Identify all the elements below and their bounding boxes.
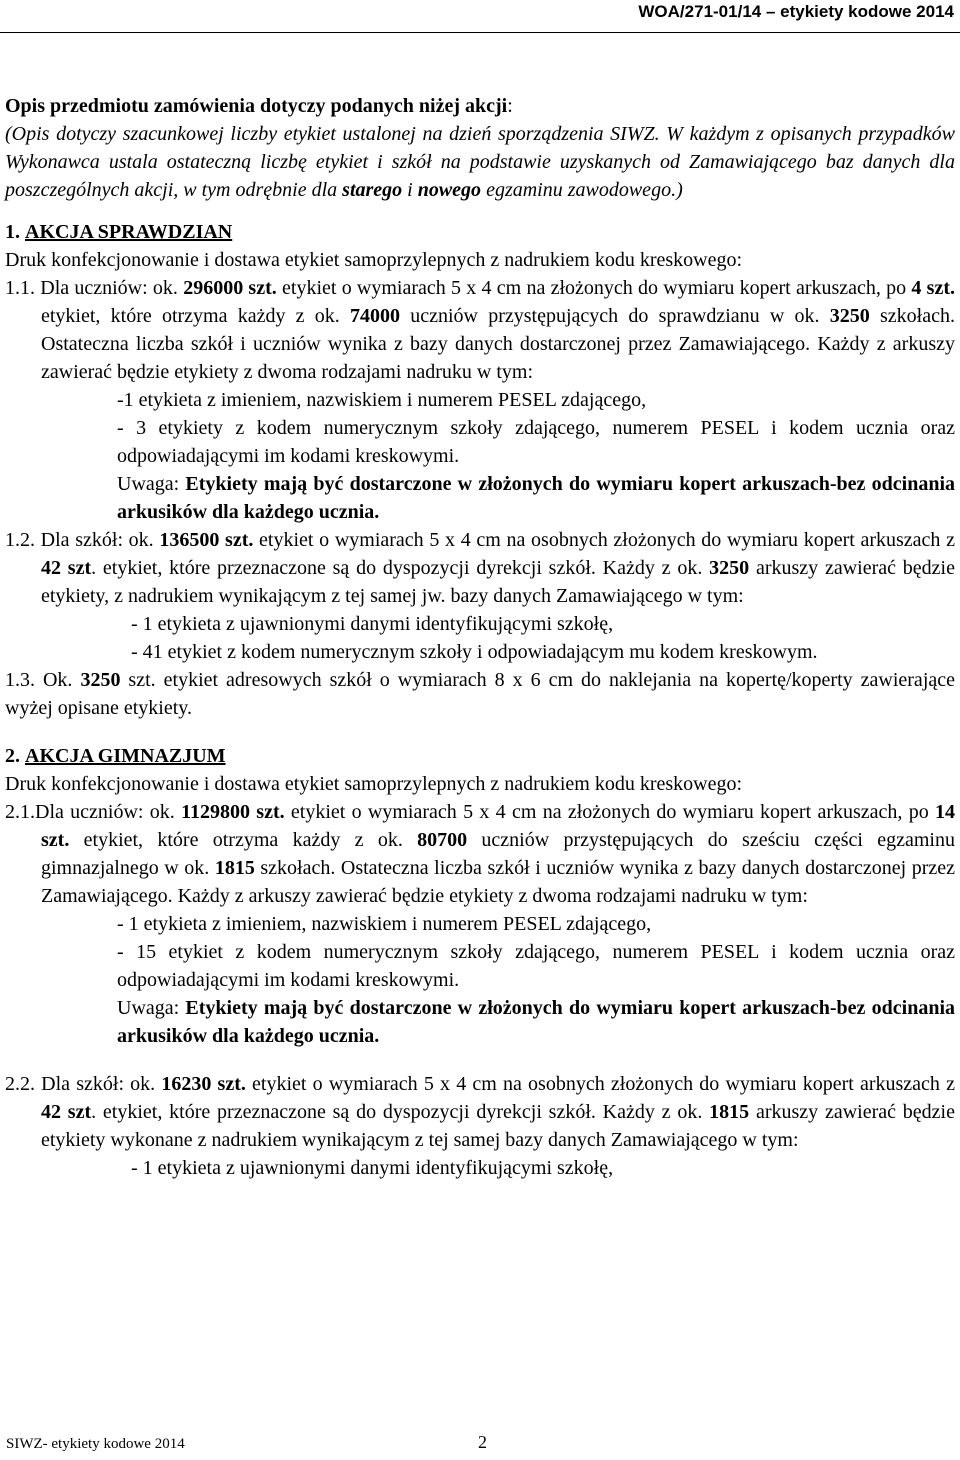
section1-subtitle: Druk konfekcjonowanie i dostawa etykiet samoprzylepnych z nadrukiem kodu kreskowego: bbox=[5, 249, 743, 271]
section1-title: 1. AKCJA SPRAWDZIAN bbox=[5, 221, 233, 243]
section2-2: 2.2. Dla szkół: ok. 16230 szt. etykiet o wymiarach 5 x 4 cm na osobnych złożonych do wymiaru kopert arkuszach z 42 szt. etykiet, które przeznaczone są do dyspozycji dyrekcji szkół. Każdy z ok. 1815 arkuszy zawierać będzie etykiety wykonane z nadrukiem wynikającym z tej samej bazy danych Zamawiającego w tym: bbox=[5, 1073, 955, 1151]
section2-title: 2. AKCJA GIMNAZJUM bbox=[5, 745, 226, 767]
section1-1: 1.1. Dla uczniów: ok. 296000 szt. etykiet o wymiarach 5 x 4 cm na złożonych do wymiaru kopert arkuszach, po 4 szt. etykiet, które otrzyma każdy z ok. 74000 uczniów przystępujących do sprawdzianu w ok. 3250 szkołach. Ostateczna liczba szkół i uczniów wynika z bazy danych dostarczonej przez Zamawiającego. Każdy z arkuszy zawierać będzie etykiety z dwoma rodzajami nadruku w tym: bbox=[5, 277, 955, 383]
section1-2-item2: - 41 etykiet z kodem numerycznym szkoły i odpowiadającym mu kodem kreskowym. bbox=[131, 641, 818, 663]
footer-text: SIWZ- etykiety kodowe 2014 bbox=[6, 1436, 185, 1452]
section2-2-item1: - 1 etykieta z ujawnionymi danymi identyfikującymi szkołę, bbox=[131, 1157, 614, 1179]
header-rule bbox=[0, 32, 960, 33]
header-text: WOA/271-01/14 – etykiety kodowe 2014 bbox=[638, 2, 954, 21]
section2-1-item1: - 1 etykieta z imieniem, nazwiskiem i numerem PESEL zdającego, bbox=[117, 913, 652, 935]
intro-heading-bold: Opis przedmiotu zamówienia dotyczy podanych niżej akcji bbox=[5, 95, 508, 117]
intro-heading: Opis przedmiotu zamówienia dotyczy podanych niżej akcji: bbox=[5, 95, 513, 117]
spacer bbox=[5, 722, 955, 742]
section1-2: 1.2. Dla szkół: ok. 136500 szt. etykiet o wymiarach 5 x 4 cm na osobnych złożonych do wymiaru kopert arkuszach z 42 szt. etykiet, które przeznaczone są do dyspozycji dyrekcji szkół. Każdy z ok. 3250 arkuszy zawierać będzie etykiety, z nadrukiem wynikającym z tej samej jw. bazy danych Zamawiającego w tym: bbox=[5, 529, 955, 607]
intro-paragraph: (Opis dotyczy szacunkowej liczby etykiet ustalonej na dzień sporządzenia SIWZ. W każdym z opisanych przypadków Wykonawca ustala ostateczną liczbę etykiet i szkół na podstawie uzyskanych od Zamawiającego baz danych dla poszczególnych akcji, w tym odrębnie dla starego i nowego egzaminu zawodowego.) bbox=[5, 123, 955, 201]
page-header bbox=[0, 0, 960, 22]
section2-1-item2: - 15 etykiet z kodem numerycznym szkoły zdającego, numerem PESEL i kodem ucznia oraz odpowiadającymi im kodami kreskowymi. bbox=[117, 941, 955, 991]
section2-1-note: Uwaga: Etykiety mają być dostarczone w złożonych do wymiaru kopert arkuszach-bez odcinania arkusików dla każdego ucznia. bbox=[117, 997, 955, 1047]
spacer bbox=[5, 1050, 955, 1070]
section2-subtitle: Druk konfekcjonowanie i dostawa etykiet samoprzylepnych z nadrukiem kodu kreskowego: bbox=[5, 773, 743, 795]
document-body bbox=[5, 92, 955, 1182]
section2-1: 2.1.Dla uczniów: ok. 1129800 szt. etykiet o wymiarach 5 x 4 cm na złożonych do wymiaru kopert arkuszach, po 14 szt. etykiet, które otrzyma każdy z ok. 80700 uczniów przystępujących do sześciu części egzaminu gimnazjalnego w ok. 1815 szkołach. Ostateczna liczba szkół i uczniów wynika z bazy danych dostarczonej przez Zamawiającego. Każdy z arkuszy zawierać będzie etykiety z dwoma rodzajami nadruku w tym: bbox=[5, 801, 955, 907]
section1-2-item1: - 1 etykieta z ujawnionymi danymi identyfikującymi szkołę, bbox=[131, 613, 614, 635]
section1-1-item2: - 3 etykiety z kodem numerycznym szkoły zdającego, numerem PESEL i kodem ucznia oraz odpowiadającymi im kodami kreskowymi. bbox=[117, 417, 955, 467]
section1-1-item1: -1 etykieta z imieniem, nazwiskiem i numerem PESEL zdającego, bbox=[117, 389, 647, 411]
spacer bbox=[5, 204, 955, 218]
page-number: 2 bbox=[478, 1432, 487, 1452]
section1-3: 1.3. Ok. 3250 szt. etykiet adresowych szkół o wymiarach 8 x 6 cm do naklejania na kopertę/koperty zawierające wyżej opisane etykiety. bbox=[5, 669, 956, 719]
section1-1-note: Uwaga: Etykiety mają być dostarczone w złożonych do wymiaru kopert arkuszach-bez odcinania arkusików dla każdego ucznia. bbox=[117, 473, 955, 523]
